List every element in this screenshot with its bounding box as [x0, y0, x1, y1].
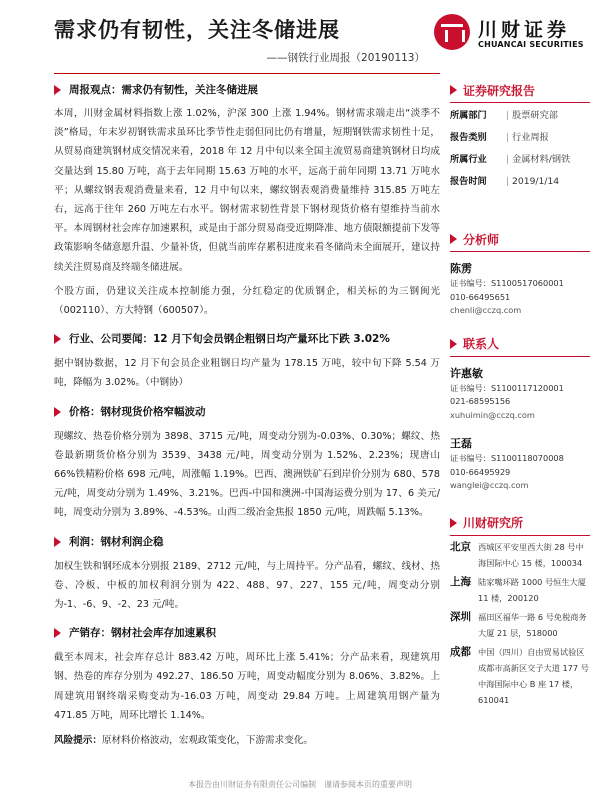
section-heading [54, 82, 440, 98]
logo-english-text: CHUANCAI SECURITIES [478, 40, 584, 49]
contact-phone: 021-68595156 [450, 396, 511, 406]
body-paragraph: 据中钢协数据，12 月下旬会员企业粗钢日均产量为 178.15 万吨，较中旬下降 5.54 万吨，降幅为 3.02%。（中钢协） [54, 358, 440, 389]
info-row-date: 报告时间 | 2019/1/14 [450, 171, 590, 193]
contact-name: 王磊 [450, 437, 472, 450]
office-beijing: 北京 西城区平安里西大街 28 号中海国际中心 15 楼，100034 [450, 540, 584, 568]
brand-logo [434, 14, 584, 54]
contact-email[interactable]: wanglei@cczq.com [450, 480, 529, 490]
body-paragraph: 个股方面，仍建议关注成本控制能力强，分红稳定的优质钢企，相关标的为三钢闽光（002110）、方大特钢（600507）。 [54, 285, 440, 317]
section-heading-text: 产销存：钢材社会库存加速累积 [69, 627, 216, 640]
risk-text: 原材料价格波动，宏观政策变化，下游需求变化。 [101, 735, 314, 747]
sidebar-divider [450, 535, 590, 536]
analyst-name: 陈雳 [450, 262, 472, 275]
logo-chinese-text: 川财证券 [478, 19, 571, 41]
section-heading-text: 周报观点：需求仍有韧性，关注冬储进展 [69, 84, 258, 96]
sidebar [450, 82, 590, 708]
info-row-department: 所属部门 | 股票研究部 [450, 105, 590, 127]
analyst-cert: 证书编号：S1100517060001 [450, 278, 564, 288]
sidebar-heading-analyst: 分析师 [450, 231, 590, 247]
page-footer: 本报告由川财证券有限责任公司编制 谨请参阅本页的重要声明 [188, 780, 412, 789]
analyst-email[interactable]: chenli@cczq.com [450, 305, 522, 315]
analyst-phone: 010-66495651 [450, 291, 511, 302]
contact-cert: 证书编号：S1100117120001 [450, 382, 564, 393]
main-content [54, 82, 440, 750]
section-heading [54, 625, 440, 641]
triangle-bullet-icon [54, 407, 61, 417]
body-paragraph: 现螺纹、热卷价格分别为 3898、3715 元/吨，周变动分别为-0.03%、0.30%；螺纹、热卷最新期货价格分别为 3539、3438 元/吨，周变动分别为 1.52%、2.23%；现唐山 66%铁精粉价格 698 元/吨，周涨幅 1.19%。巴西、澳洲铁矿石到岸价分别为 680、578 元/吨，周变动分别为 1.49%、3.21%。巴西-中国和澳洲-中国海运费分别为 17、6 美元/吨，周变动分别为 3.89%、-4.53%。山西二级冶金焦报 1850 元/吨，周跌幅 5.13%。 [54, 430, 440, 519]
report-info-list [450, 105, 590, 193]
section-heading-text: 行业、公司要闻：12 月下旬会员钢企粗钢日均产量环比下跌 3.02% [69, 333, 390, 346]
section-heading-text: 利润：钢材利润企稳 [69, 535, 164, 548]
office-list [450, 539, 590, 708]
triangle-bullet-icon [54, 334, 61, 344]
triangle-bullet-icon [54, 537, 61, 547]
sidebar-heading-report: 证券研究报告 [450, 82, 590, 98]
logo-emblem-icon [434, 14, 470, 50]
office-shenzhen: 深圳 福田区福华一路 6 号免税商务大厦 21 层，518000 [450, 610, 587, 638]
header-divider [54, 73, 440, 74]
contact-card [450, 366, 590, 423]
triangle-bullet-icon [54, 85, 61, 95]
risk-warning [54, 731, 440, 750]
analyst-card [450, 261, 590, 318]
report-title: 需求仍有韧性，关注冬储进展 [54, 17, 340, 42]
section-heading-text: 价格：钢材现货价格窄幅波动 [69, 405, 206, 418]
section-heading [54, 404, 440, 420]
triangle-bullet-icon [54, 628, 61, 638]
sidebar-heading-contacts: 联系人 [450, 336, 590, 352]
section-heading [54, 331, 440, 347]
contact-cert: 证书编号：S1100118070008 [450, 453, 564, 463]
body-paragraph: 截至本周末，社会库存总计 883.42 万吨，周环比上涨 5.41%；分产品来看，现建筑用钢、热卷的库存分别为 492.27、186.50 万吨，周变动幅度分别为 8.06%、3.82%。上周建筑用钢终端采购变动为-16.03 万吨，周变动 29.84 万吨。上周建筑用钢产量为 471.85 万吨，周环比增长 1.14%。 [54, 652, 440, 721]
contact-email[interactable]: xuhuimin@cczq.com [450, 409, 535, 420]
office-shanghai: 上海 陆家嘴环路 1000 号恒生大厦 11 楼，200120 [450, 575, 586, 603]
contact-phone: 010-66495929 [450, 466, 511, 477]
body-paragraph: 加权生铁和钢坯成本分别报 2189、2712 元/吨，与上周持平。分产品看，螺纹、线材、热卷、冷板、中板的加权利润分别为 422、488、97、227、155 元/吨，周变动分别为-1、-6、9、-2、23 元/吨。 [54, 560, 440, 611]
contact-card [450, 436, 590, 493]
triangle-bullet-icon [450, 518, 457, 528]
office-chengdu: 成都 中国（四川）自由贸易试验区成都市高新区交子大道 177 号中海国际中心 B 座 17 楼，610041 [450, 645, 589, 705]
risk-label: 风险提示： [54, 735, 102, 747]
body-paragraph: 本周，川财金属材料指数上涨 1.02%，沪深 300 上涨 1.94%。钢材需求端走出“淡季不淡”格局，年末岁初钢铁需求虽环比季节性走弱但同比仍有增量，短期钢铁需求韧性十足，从贸易商建筑钢材成交情况来看，2018 年 12 月中旬以来全国主流贸易商建筑钢材日均成交量达到 15.80 万吨，高于去年同期 15.63 万吨的水平，远高于前年同期 13.71 万吨水平；从螺纹钢表观消费量来看，12 月中旬以来，螺纹钢表观消费量维持 315.85 万吨左右，远高于往年 260 万吨左右水平。钢材需求韧性背景下钢材现货价格有望维持当前水平。本周钢材社会库存加速累积，或是由于部分贸易商受近期降准、地方债限额提前下发等政策影响冬储意愿升温、少量补货，但就当前库存累积进度来看冬储尚未全面展开，建议持续关注贸易商及终端冬储进展。 [54, 108, 440, 273]
sidebar-heading-institute: 川财研究所 [450, 515, 590, 531]
sidebar-divider [450, 102, 590, 103]
triangle-bullet-icon [450, 339, 457, 349]
triangle-bullet-icon [450, 85, 457, 95]
sidebar-divider [450, 251, 590, 252]
triangle-bullet-icon [450, 234, 457, 244]
info-row-category: 报告类别 | 行业周报 [450, 127, 590, 149]
contact-name: 许惠敏 [450, 366, 483, 380]
report-subtitle: ——钢铁行业周报（20190113） [266, 52, 425, 64]
section-heading [54, 534, 440, 550]
sidebar-divider [450, 356, 590, 357]
info-row-industry: 所属行业 | 金属材料/钢铁 [450, 149, 590, 171]
